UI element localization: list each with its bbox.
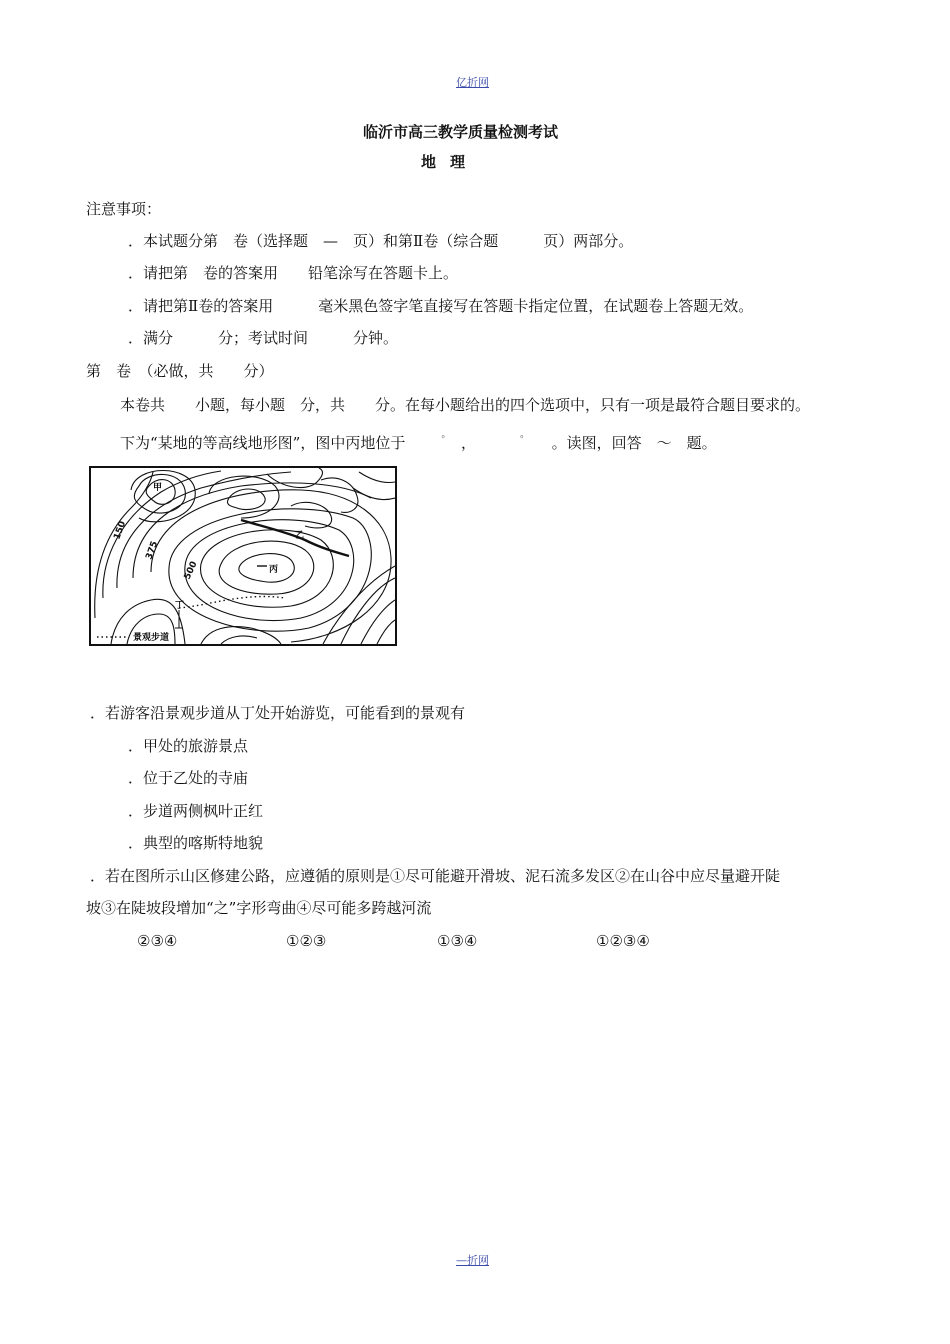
- map-intro-part-b: 。读图，回答 ～ 题。: [551, 434, 717, 452]
- label-yi: 乙: [295, 531, 305, 541]
- footer-link[interactable]: —折网: [456, 1254, 489, 1267]
- contour-label: 375: [144, 539, 161, 562]
- question-1-option: ．位于乙处的寺庙: [128, 769, 249, 787]
- notice-item: ．满分 分；考试时间 分钟。: [128, 329, 399, 347]
- question-2-option: ②③④: [137, 932, 178, 950]
- question-1-option: ．典型的喀斯特地貌: [128, 834, 264, 852]
- contour-label: 150: [112, 519, 129, 542]
- section-heading: 第 卷 （必做，共 分）: [86, 362, 274, 380]
- degree-mark: °: [519, 435, 525, 445]
- degree-mark: °: [440, 435, 446, 445]
- question-1-option: ．甲处的旅游景点: [128, 737, 249, 755]
- legend-label: 景观步道: [133, 633, 170, 643]
- question-1-stem: ．若游客沿景观步道从丁处开始游览，可能看到的景观有: [90, 704, 466, 722]
- exam-title: 临沂市高三教学质量检测考试: [363, 123, 559, 141]
- notice-item: ．请把第Ⅱ卷的答案用 毫米黑色签字笔直接写在答题卡指定位置，在试题卷上答题无效。: [128, 297, 754, 315]
- contour-map-svg: [91, 468, 395, 644]
- contour-label: 500: [182, 560, 200, 582]
- subject-title: 地理: [421, 153, 480, 171]
- question-2-option: ①②③: [286, 932, 327, 950]
- header-link[interactable]: 亿折网: [456, 76, 489, 89]
- map-intro-part-a: 下为“某地的等高线地形图”，图中丙地位于: [120, 434, 406, 452]
- question-2-stem-line2: 坡③在陡坡段增加“之”字形弯曲④尽可能多跨越河流: [86, 899, 432, 917]
- question-2-stem-line1: ．若在图所示山区修建公路，应遵循的原则是①尽可能避开滑坡、泥石流多发区②在山谷中应尽量避开陡: [90, 867, 781, 885]
- contour-map: [89, 466, 397, 646]
- notice-item: ．请把第 卷的答案用 铅笔涂写在答题卡上。: [128, 264, 459, 282]
- question-2-option: ①③④: [437, 932, 478, 950]
- section-intro: 本卷共 小题，每小题 分，共 分。在每小题给出的四个选项中，只有一项是最符合题目要求的。: [120, 396, 811, 414]
- question-2-option: ①②③④: [596, 932, 650, 950]
- map-intro: [120, 430, 717, 453]
- question-1-option: ．步道两侧枫叶正红: [128, 802, 264, 820]
- label-ding: 丁: [175, 601, 185, 611]
- notice-item: ．本试题分第 卷（选择题 — 页）和第Ⅱ卷（综合题 页）两部分。: [128, 232, 634, 250]
- label-bing: 丙: [269, 565, 279, 575]
- map-intro-sep: ，: [460, 434, 476, 452]
- label-jia: 甲: [153, 483, 163, 493]
- notice-heading: 注意事项：: [86, 200, 162, 218]
